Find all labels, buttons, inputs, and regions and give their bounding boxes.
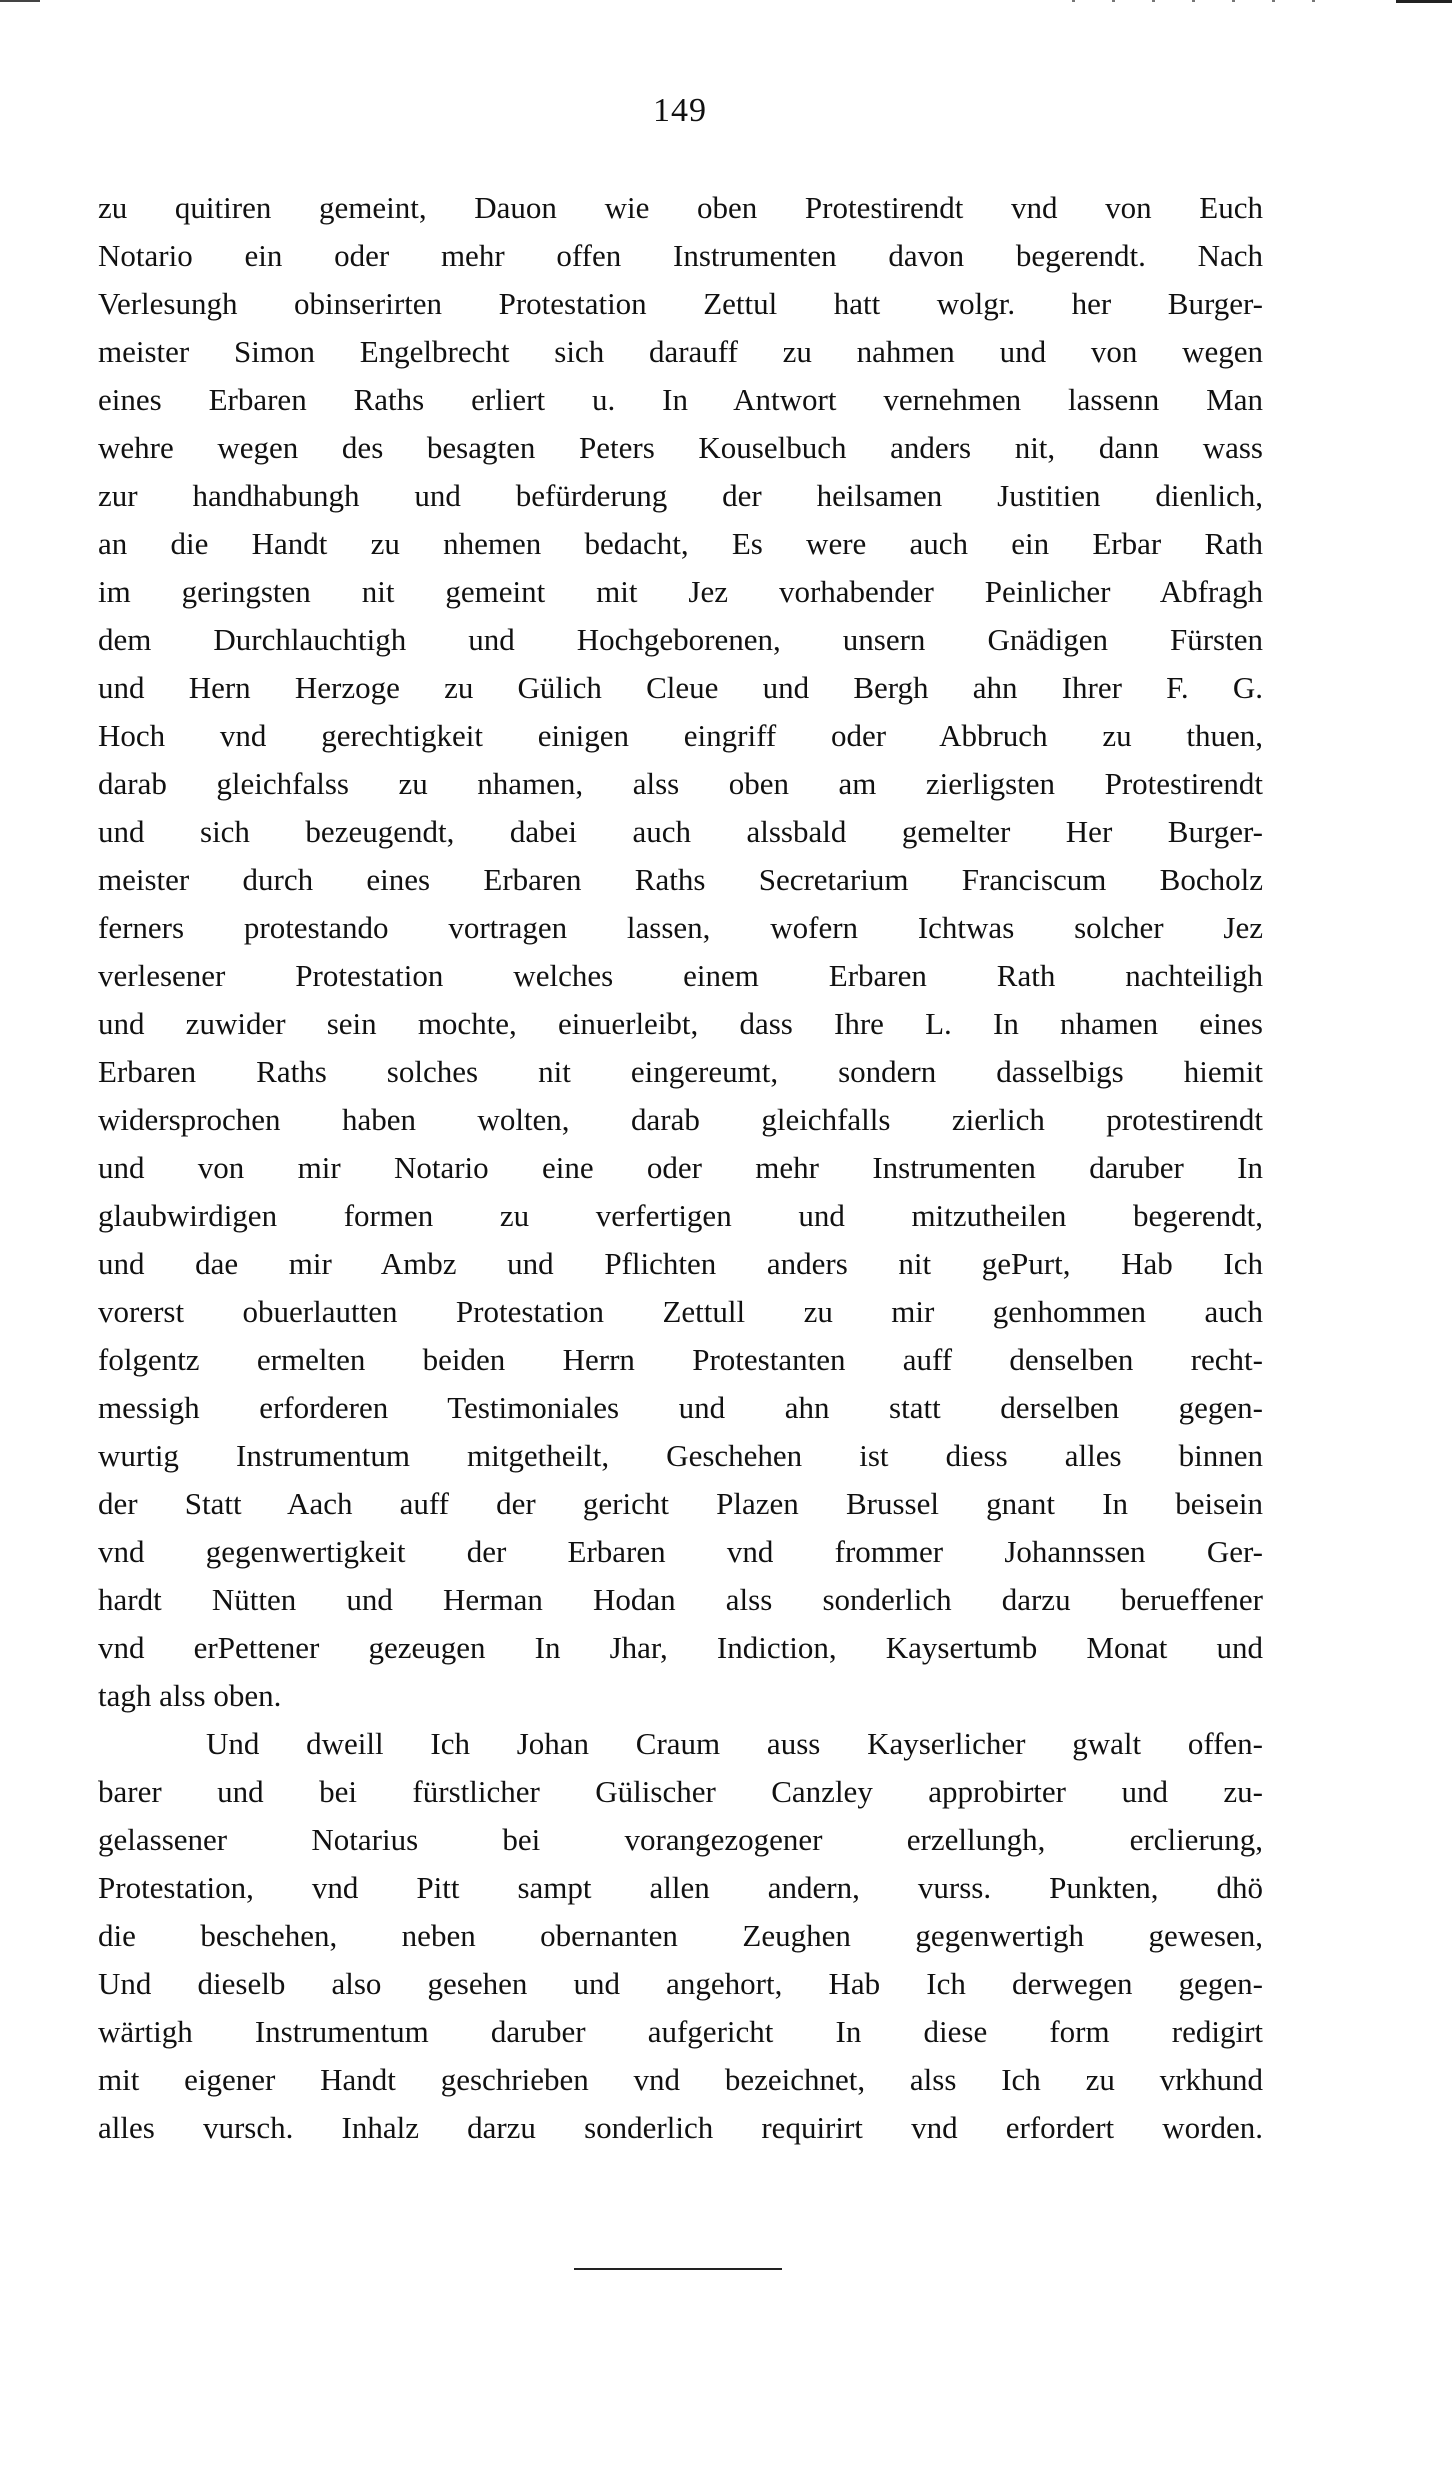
text-line: Verlesungh obinserirten Protestation Zettul hatt wolgr. her Burger- bbox=[98, 286, 1263, 321]
scan-edge-dots bbox=[1072, 0, 1332, 2]
text-line: und von mir Notario eine oder mehr Instrumenten daruber In bbox=[98, 1150, 1263, 1185]
text-line: Und dieselb also gesehen und angehort, Hab Ich derwegen gegen- bbox=[98, 1966, 1263, 2001]
text-line: widersprochen haben wolten, darab gleichfalls zierlich protestirendt bbox=[98, 1102, 1263, 1137]
text-line: mit eigener Handt geschrieben vnd bezeichnet, alss Ich zu vrkhund bbox=[98, 2062, 1263, 2097]
text-line: Erbaren Raths solches nit eingereumt, sondern dasselbigs hiemit bbox=[98, 1054, 1263, 1089]
text-line: wärtigh Instrumentum daruber aufgericht In diese form redigirt bbox=[98, 2014, 1263, 2049]
closing-rule bbox=[574, 2268, 782, 2270]
text-line: vnd erPettener gezeugen In Jhar, Indiction, Kaysertumb Monat und bbox=[98, 1630, 1263, 1665]
text-line: barer und bei fürstlicher Gülischer Canzley approbirter und zu- bbox=[98, 1774, 1263, 1809]
text-line: und zuwider sein mochte, einuerleibt, dass Ihre L. In nhamen eines bbox=[98, 1006, 1263, 1041]
text-line: im geringsten nit gemeint mit Jez vorhabender Peinlicher Abfragh bbox=[98, 574, 1263, 609]
body-text bbox=[98, 184, 1263, 2152]
text-line: an die Handt zu nhemen bedacht, Es were auch ein Erbar Rath bbox=[98, 526, 1263, 561]
text-line: die beschehen, neben obernanten Zeughen gegenwertigh gewesen, bbox=[98, 1918, 1263, 1953]
text-line: darab gleichfalss zu nhamen, alss oben am zierligsten Protestirendt bbox=[98, 766, 1263, 801]
text-line: dem Durchlauchtigh und Hochgeborenen, unsern Gnädigen Fürsten bbox=[98, 622, 1263, 657]
scan-edge-mark bbox=[0, 0, 40, 2]
text-line: der Statt Aach auff der gericht Plazen Brussel gnant In beisein bbox=[98, 1486, 1263, 1521]
text-line: Protestation, vnd Pitt sampt allen andern, vurss. Punkten, dhö bbox=[98, 1870, 1263, 1905]
text-line: glaubwirdigen formen zu verfertigen und mitzutheilen begerendt, bbox=[98, 1198, 1263, 1233]
text-line: ferners protestando vortragen lassen, wofern Ichtwas solcher Jez bbox=[98, 910, 1263, 945]
text-line: tagh alss oben. bbox=[98, 1678, 282, 1713]
text-line: zu quitiren gemeint, Dauon wie oben Protestirendt vnd von Euch bbox=[98, 190, 1263, 225]
page-number: 149 bbox=[653, 92, 707, 129]
text-line: meister durch eines Erbaren Raths Secretarium Franciscum Bocholz bbox=[98, 862, 1263, 897]
text-line: Hoch vnd gerechtigkeit einigen eingriff oder Abbruch zu thuen, bbox=[98, 718, 1263, 753]
text-line: verlesener Protestation welches einem Erbaren Rath nachteiligh bbox=[98, 958, 1263, 993]
text-line: eines Erbaren Raths erliert u. In Antwort vernehmen lassenn Man bbox=[98, 382, 1263, 417]
text-line: messigh erforderen Testimoniales und ahn statt derselben gegen- bbox=[98, 1390, 1263, 1425]
text-line: folgentz ermelten beiden Herrn Protestanten auff denselben recht- bbox=[98, 1342, 1263, 1377]
paragraph-2 bbox=[98, 1720, 1263, 2152]
text-line: und dae mir Ambz und Pflichten anders nit gePurt, Hab Ich bbox=[98, 1246, 1263, 1281]
text-line: Und dweill Ich Johan Craum auss Kayserlicher gwalt offen- bbox=[206, 1726, 1263, 1761]
text-line: meister Simon Engelbrecht sich darauff zu nahmen und von wegen bbox=[98, 334, 1263, 369]
text-line: wehre wegen des besagten Peters Kouselbuch anders nit, dann wass bbox=[98, 430, 1263, 465]
text-line: und Hern Herzoge zu Gülich Cleue und Bergh ahn Ihrer F. G. bbox=[98, 670, 1263, 705]
text-line: und sich bezeugendt, dabei auch alssbald gemelter Her Burger- bbox=[98, 814, 1263, 849]
scan-edge-mark bbox=[1396, 0, 1452, 3]
text-line: zur handhabungh und befürderung der heilsamen Justitien dienlich, bbox=[98, 478, 1263, 513]
paragraph-1 bbox=[98, 184, 1263, 1720]
text-line: gelassener Notarius bei vorangezogener erzellungh, erclierung, bbox=[98, 1822, 1263, 1857]
text-line: vorerst obuerlautten Protestation Zettull zu mir genhommen auch bbox=[98, 1294, 1263, 1329]
text-line: alles vursch. Inhalz darzu sonderlich requirirt vnd erfordert worden. bbox=[98, 2110, 1263, 2145]
text-line: wurtig Instrumentum mitgetheilt, Geschehen ist diess alles binnen bbox=[98, 1438, 1263, 1473]
text-line: vnd gegenwertigkeit der Erbaren vnd frommer Johannssen Ger- bbox=[98, 1534, 1263, 1569]
text-line: Notario ein oder mehr offen Instrumenten davon begerendt. Nach bbox=[98, 238, 1263, 273]
text-line: hardt Nütten und Herman Hodan alss sonderlich darzu berueffener bbox=[98, 1582, 1263, 1617]
